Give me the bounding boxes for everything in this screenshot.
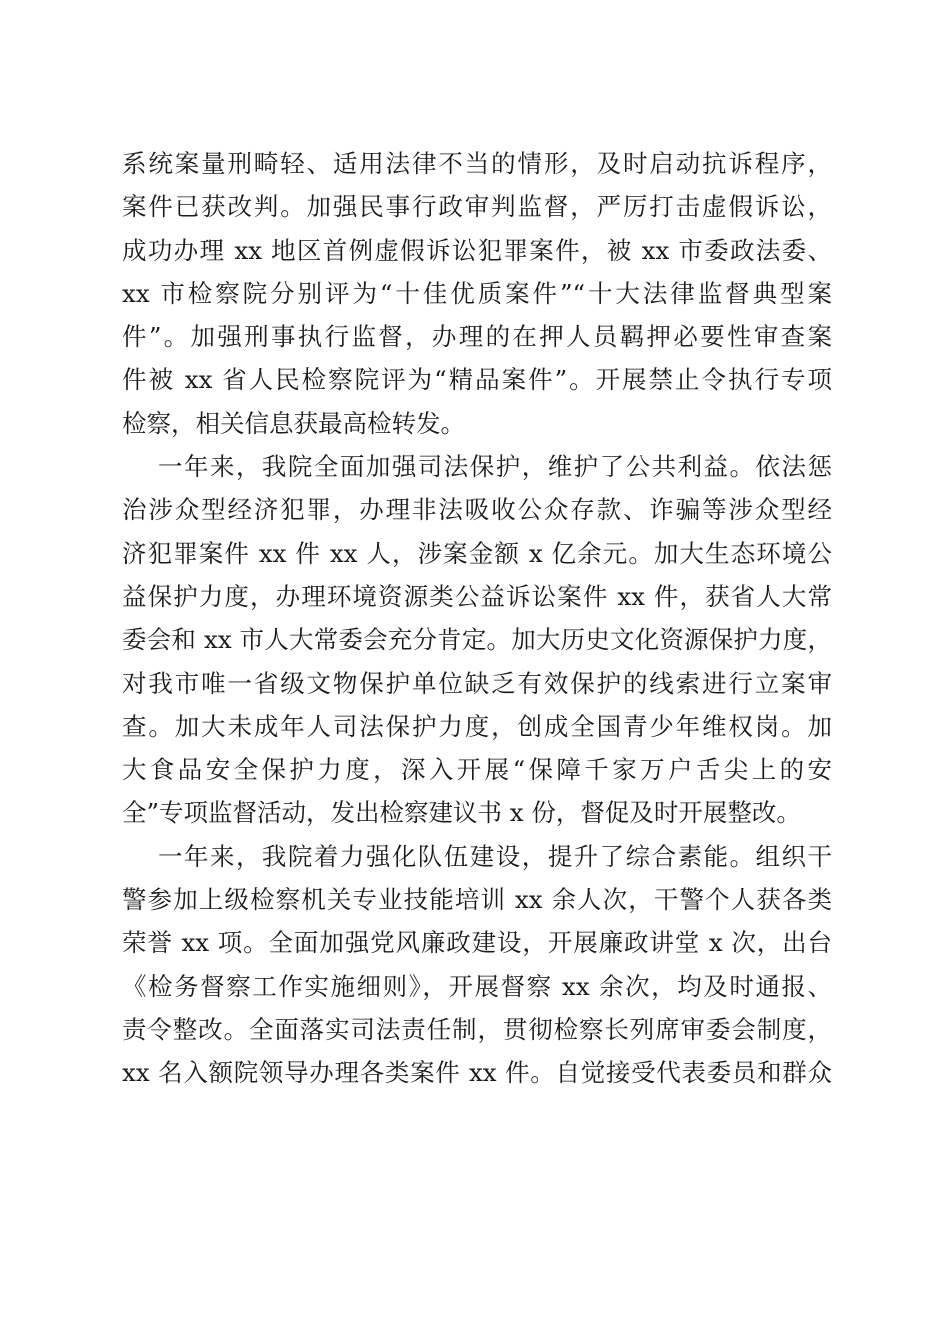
text-line: 责令整改。全面落实司法责任制，贯彻检察长列席审委会制度， [122,1014,832,1044]
text-line: 《检务督察工作实施细则》，开展督察 xx 余次，均及时通报、 [122,971,832,1001]
text-line: 成功办理 xx 地区首例虚假诉讼犯罪案件，被 xx 市委政法委、 [122,235,832,265]
text-line: 件被 xx 省人民检察院评为“精品案件”。开展禁止令执行专项 [122,365,832,395]
text-line: 案件已获改判。加强民事行政审判监督，严厉打击虚假诉讼， [122,192,832,222]
text-line: 件”。加强刑事执行监督，办理的在押人员羁押必要性审查案 [122,322,832,352]
text-line: xx 名入额院领导办理各类案件 xx 件。自觉接受代表委员和群众 [122,1058,832,1088]
paragraph-3 [122,835,832,1095]
text-line: 益保护力度，办理环境资源类公益诉讼案件 xx 件，获省人大常 [122,581,832,611]
text-line: 全”专项监督活动，发出检察建议书 x 份，督促及时开展整改。 [122,798,801,828]
text-line: 一年来，我院全面加强司法保护，维护了公共利益。依法惩 [158,452,832,482]
text-line: 警参加上级检察机关专业技能培训 xx 余人次，干警个人获各类 [122,885,832,915]
text-line: 系统案量刑畸轻、适用法律不当的情形，及时启动抗诉程序， [122,149,832,178]
document-body [122,142,832,1095]
text-line: 大食品安全保护力度，深入开展“保障千家万户舌尖上的安 [122,755,832,785]
paragraph-1 [122,142,832,445]
text-line: 荣誉 xx 项。全面加强党风廉政建设，开展廉政讲堂 x 次，出台 [122,928,832,958]
paragraph-2 [122,445,832,835]
text-line: 对我市唯一省级文物保护单位缺乏有效保护的线索进行立案审 [122,668,832,698]
text-line: 济犯罪案件 xx 件 xx 人，涉案金额 x 亿余元。加大生态环境公 [122,538,832,568]
text-line: 查。加大未成年人司法保护力度，创成全国青少年维权岗。加 [122,711,832,741]
text-line: 委会和 xx 市人大常委会充分肯定。加大历史文化资源保护力度， [122,625,832,655]
text-line: 治涉众型经济犯罪，办理非法吸收公众存款、诈骗等涉众型经 [122,495,832,525]
text-line: 检察，相关信息获最高检转发。 [122,408,465,438]
text-line: 一年来，我院着力强化队伍建设，提升了综合素能。组织干 [158,841,832,871]
text-line: xx 市检察院分别评为“十佳优质案件”“十大法律监督典型案 [122,278,832,308]
